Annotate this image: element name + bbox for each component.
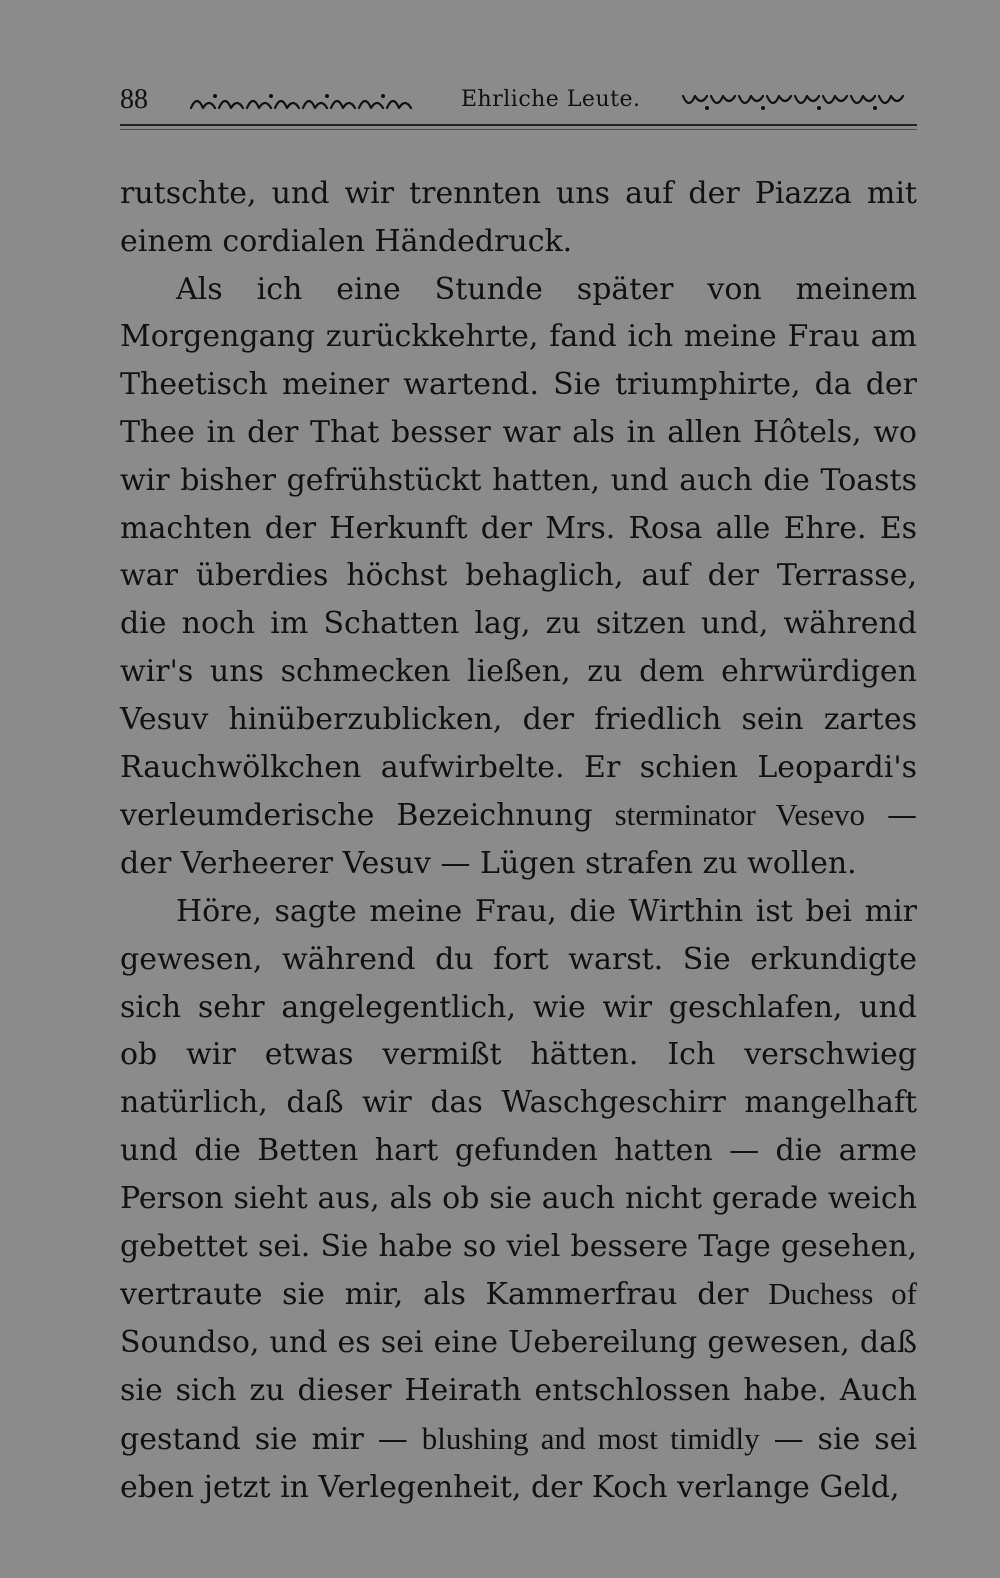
page-number: 88 — [120, 84, 148, 115]
book-page — [120, 70, 917, 1530]
paragraph — [120, 170, 917, 266]
text-segment: — sie sei eben jetzt in Verlegenheit, der Koch verlange Geld, — [120, 1421, 917, 1505]
running-title: Ehrliche Leute. — [461, 87, 641, 112]
text-segment: Als ich eine Stunde später von meinem Morgengang zurückkehrte, fand ich meine Frau am Theetisch meiner wartend. Sie triumphirte, da der Thee in der That besser war als in allen Hôtels, wo wir bisher gefrühstückt hatten, und auch die Toasts machten der Herkunft der Mrs. Rosa alle Ehre. Es war überdies höchst behaglich, auf der Terrasse, die noch im Schatten lag, zu sitzen und, während wir's uns schmecken ließen, zu dem ehrwürdigen Vesuv hinüberzublicken, der friedlich sein zartes Rauchwölkchen aufwirbelte. Er schien Leopardi's verleumderische Bezeichnung — [120, 271, 917, 834]
text-segment: Soundso, und es sei eine Uebereilung gewesen, daß sie sich zu dieser Heirath entschlossen habe. Auch gestand sie mir — — [120, 1325, 917, 1457]
page-header — [120, 70, 917, 114]
text-segment: — der Verheerer Vesuv — Lügen strafen zu wollen. — [120, 798, 917, 882]
latin-text-segment: sterminator Vesevo — [614, 797, 865, 833]
paragraph — [120, 266, 917, 888]
text-segment: rutschte, und wir trennten uns auf der Piazza mit einem cordialen Händedruck. — [120, 176, 917, 259]
latin-text-segment: blushing and most timidly — [421, 1420, 760, 1456]
latin-text-segment: Duchess of — [768, 1276, 918, 1312]
right-ornament-icon — [677, 88, 917, 114]
text-segment: Höre, sagte meine Frau, die Wirthin ist bei mir gewesen, während du fort warst. Sie erkundigte sich sehr angelegentlich, wie wir geschlafen, und ob wir etwas vermißt hätten. Ich verschwieg natürlich, daß wir das Waschgeschirr mangelhaft und die Betten hart gefunden hatten — die arme Person sieht aus, als ob sie auch nicht gerade weich gebettet sei. Sie habe so viel bessere Tage gesehen, vertraute sie mir, als Kammerfrau der — [120, 893, 917, 1313]
paragraph — [120, 888, 917, 1511]
body-text — [120, 170, 917, 1511]
header-rule-thin — [120, 129, 917, 130]
header-rule — [120, 124, 917, 126]
left-ornament-icon — [185, 88, 425, 114]
